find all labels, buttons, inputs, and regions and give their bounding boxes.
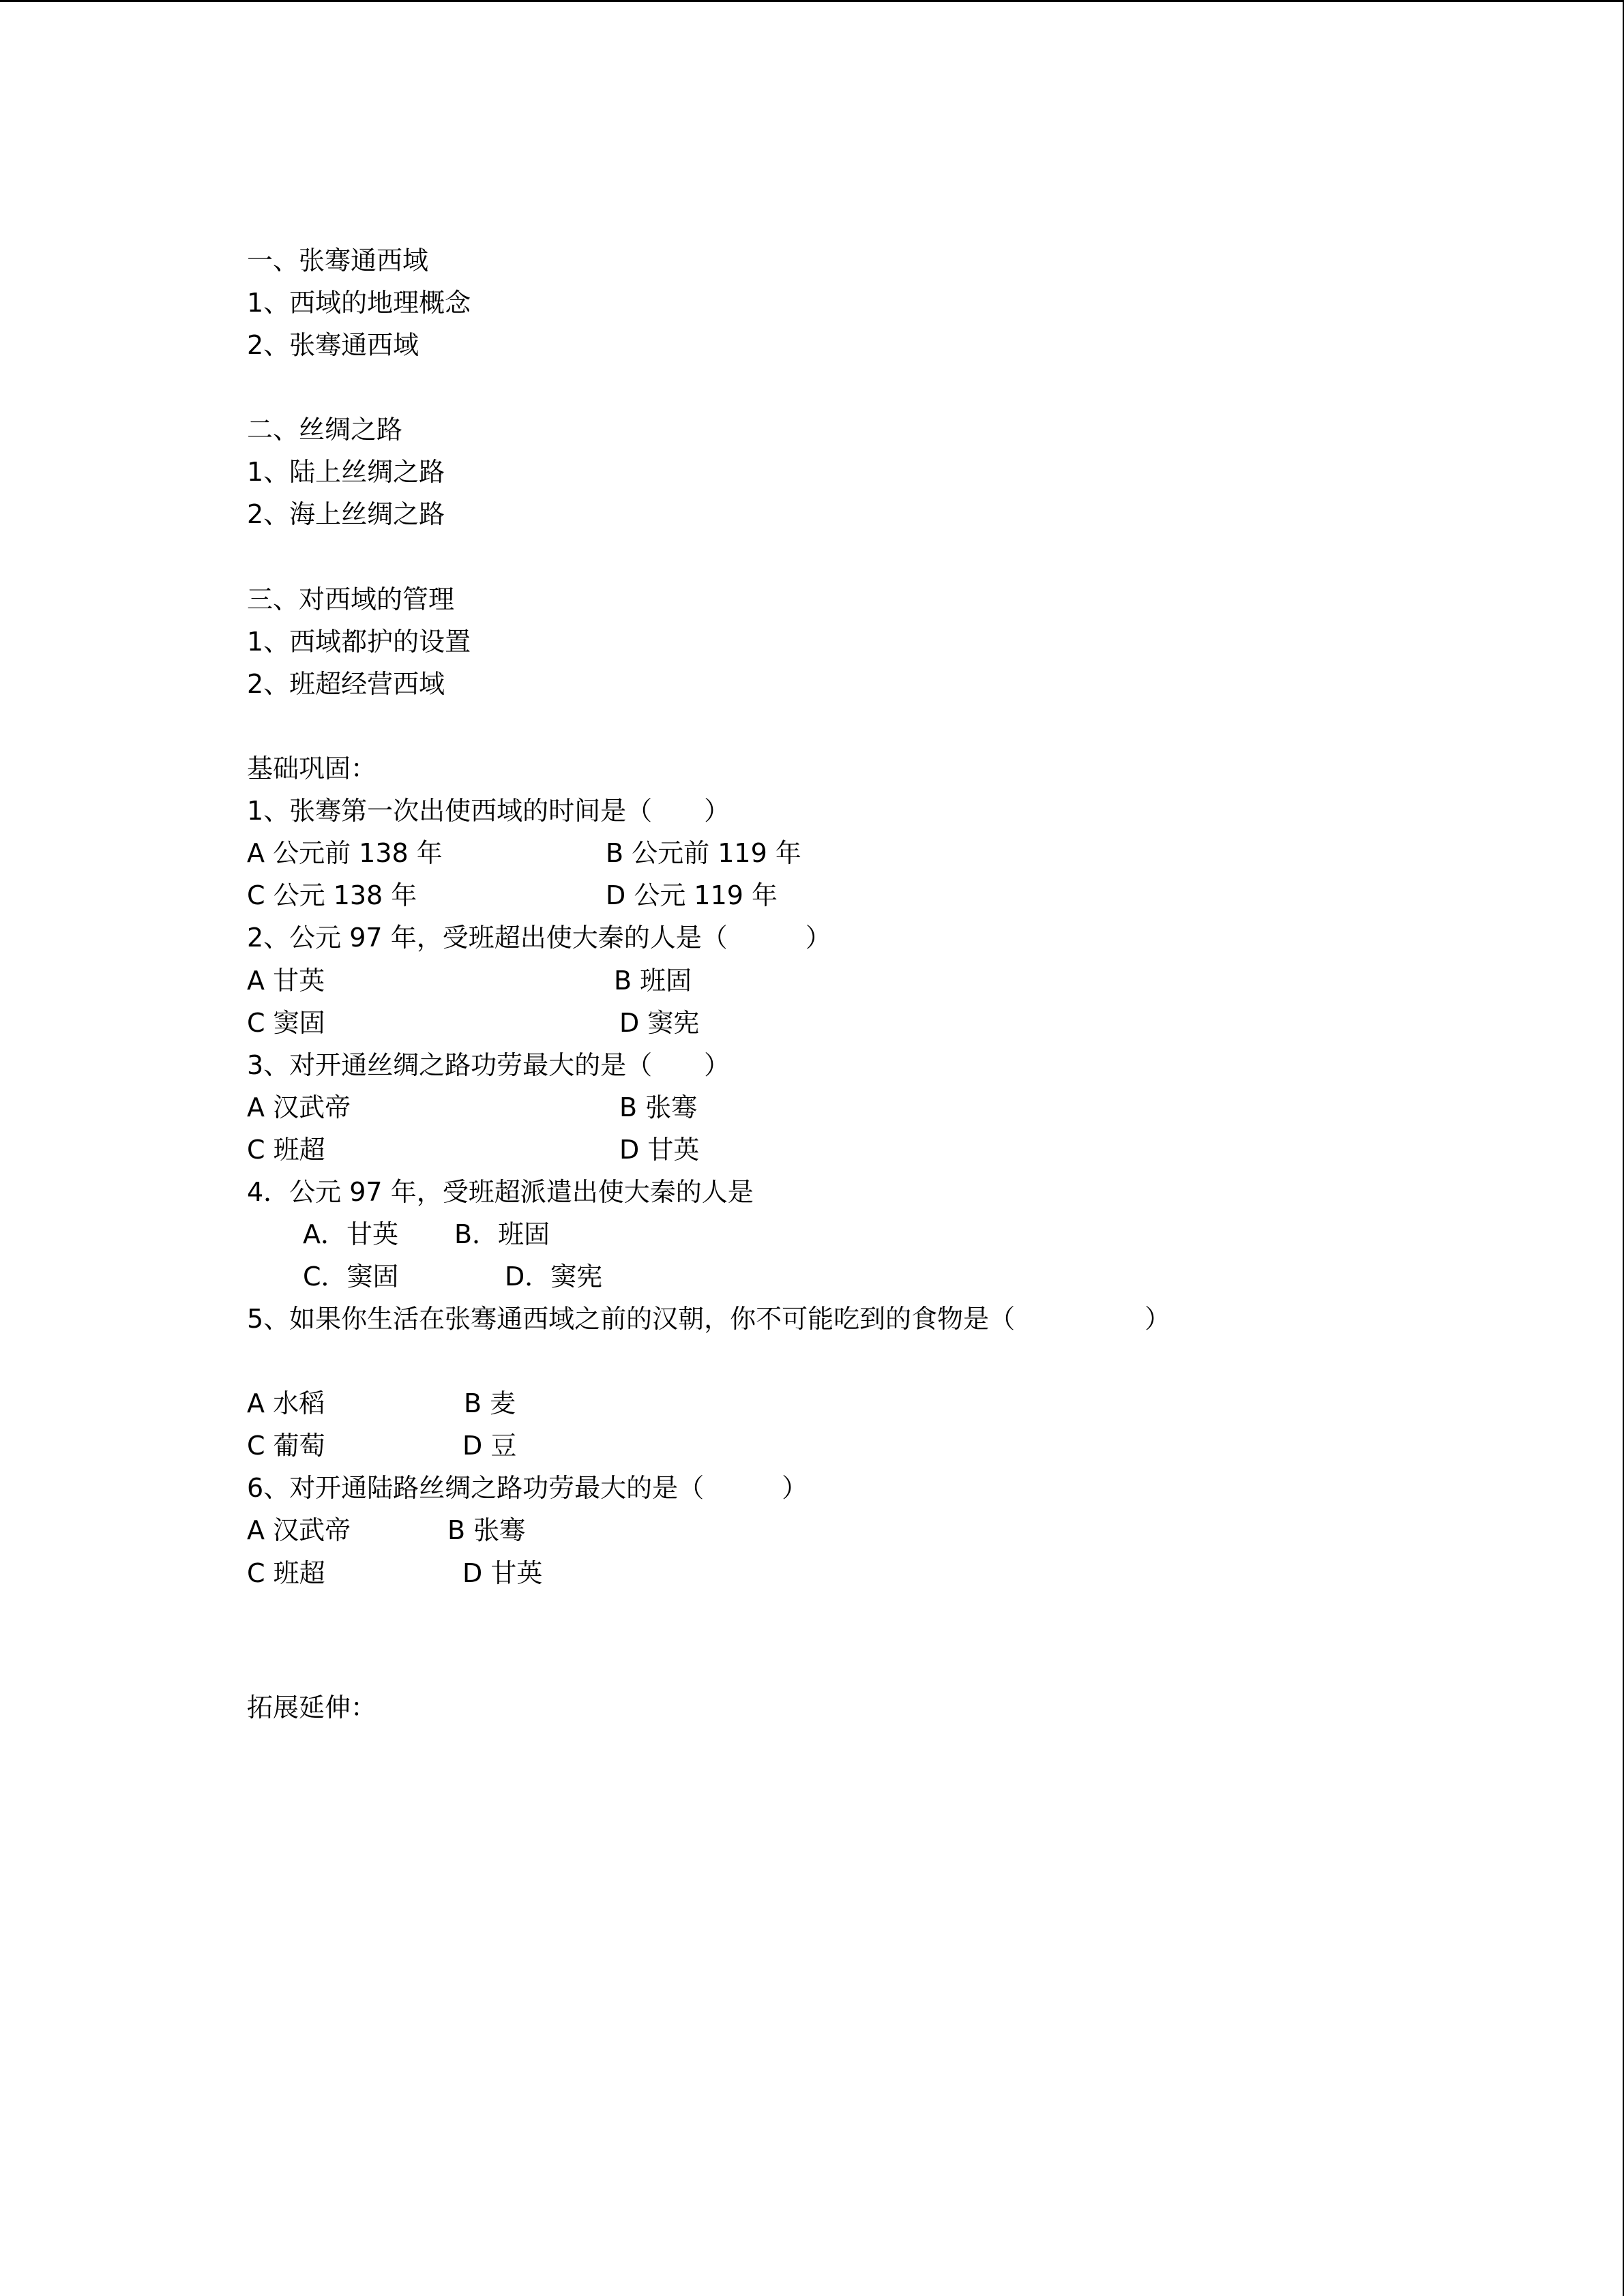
question-3-option-c: C 班超 <box>247 1135 325 1165</box>
basic-exercises-heading: 基础巩固： <box>247 754 377 784</box>
question-6-stem: 6、对开通陆路丝绸之路功劳最大的是（ ） <box>247 1473 808 1503</box>
section-1-item-2: 2、张骞通西域 <box>247 330 419 360</box>
question-4-option-c: C．窦固 <box>303 1262 399 1292</box>
question-5-option-a: A 水稻 <box>247 1388 325 1418</box>
section-3-item-2: 2、班超经营西域 <box>247 669 445 699</box>
question-1-option-a: A 公元前 138 年 <box>247 838 443 868</box>
question-6-option-b: B 张骞 <box>447 1515 526 1545</box>
question-1-option-c: C 公元 138 年 <box>247 880 417 910</box>
question-1-stem: 1、张骞第一次出使西域的时间是（ ） <box>247 796 730 826</box>
question-6-option-d: D 甘英 <box>462 1558 543 1588</box>
question-3-option-a: A 汉武帝 <box>247 1092 351 1122</box>
question-5-option-b: B 麦 <box>464 1388 516 1418</box>
question-4-stem: 4．公元 97 年，受班超派遣出使大秦的人是 <box>247 1177 754 1207</box>
section-heading-1: 一、张骞通西域 <box>247 245 429 275</box>
question-2-option-b: B 班固 <box>614 966 692 996</box>
question-4-option-b: B．班固 <box>454 1219 550 1249</box>
question-3-option-b: B 张骞 <box>619 1092 698 1122</box>
question-2-stem: 2、公元 97 年，受班超出使大秦的人是（ ） <box>247 923 831 953</box>
section-1-item-1: 1、西域的地理概念 <box>247 288 471 318</box>
question-4-option-a: A．甘英 <box>303 1219 398 1249</box>
question-2-option-a: A 甘英 <box>247 966 325 996</box>
question-2-option-c: C 窦固 <box>247 1008 325 1038</box>
question-1-option-d: D 公元 119 年 <box>606 880 778 910</box>
question-5-option-d: D 豆 <box>462 1431 517 1461</box>
section-3-item-1: 1、西域都护的设置 <box>247 627 471 657</box>
question-2-option-d: D 窦宪 <box>619 1008 700 1038</box>
question-1-option-b: B 公元前 119 年 <box>606 838 801 868</box>
question-4-option-d: D．窦宪 <box>505 1262 603 1292</box>
question-6-option-c: C 班超 <box>247 1558 325 1588</box>
extension-heading: 拓展延伸： <box>247 1693 377 1723</box>
section-2-item-1: 1、陆上丝绸之路 <box>247 457 445 487</box>
question-5-stem: 5、如果你生活在张骞通西域之前的汉朝，你不可能吃到的食物是（ ） <box>247 1304 1171 1334</box>
question-3-option-d: D 甘英 <box>619 1135 700 1165</box>
question-3-stem: 3、对开通丝绸之路功劳最大的是（ ） <box>247 1050 730 1080</box>
question-5-option-c: C 葡萄 <box>247 1431 325 1461</box>
question-6-option-a: A 汉武帝 <box>247 1515 351 1545</box>
section-heading-2: 二、丝绸之路 <box>247 415 403 445</box>
section-heading-3: 三、对西域的管理 <box>247 584 455 614</box>
section-2-item-2: 2、海上丝绸之路 <box>247 499 445 529</box>
